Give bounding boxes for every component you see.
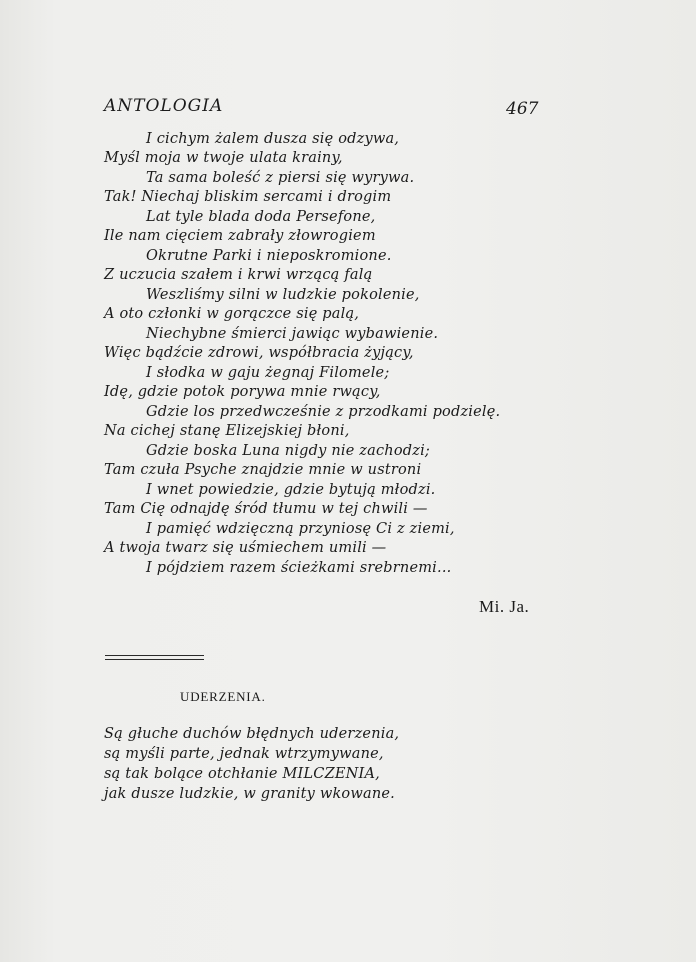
- poem-line: Więc bądźcie zdrowi, współbracia żyjący,: [104, 345, 414, 361]
- poem-line: Z uczucia szałem i krwi wrzącą falą: [104, 267, 373, 283]
- poem-line: Gdzie los przedwcześnie z przodkami podzielę.: [146, 404, 501, 420]
- second-poem-line: jak dusze ludzkie, w granity wkowane.: [104, 786, 395, 802]
- second-poem-line: Są głuche duchów błędnych uderzenia,: [104, 726, 400, 742]
- poem-line: Okrutne Parki i nieposkromione.: [146, 248, 392, 264]
- running-head: ANTOLOGIA: [104, 96, 224, 116]
- poem-line: Tak! Niechaj bliskim sercami i drogim: [104, 189, 392, 205]
- poem-line: Ta sama boleść z piersi się wyrywa.: [146, 170, 415, 186]
- section-divider-bottom: [105, 659, 204, 660]
- poem-line: Tam czuła Psyche znajdzie mnie w ustroni: [104, 462, 422, 478]
- poem-signature: Mi. Ja.: [479, 597, 530, 616]
- poem-line: Tam Cię odnajdę śród tłumu w tej chwili —: [104, 501, 428, 517]
- poem-line: I wnet powiedzie, gdzie bytują młodzi.: [146, 482, 436, 498]
- poem-line: Weszliśmy silni w ludzkie pokolenie,: [146, 287, 420, 303]
- second-poem-line: są myśli parte, jednak wtrzymywane,: [104, 746, 384, 762]
- poem-line: Niechybne śmierci jawiąc wybawienie.: [146, 326, 439, 342]
- poem-line: Myśl moja w twoje ulata krainy,: [104, 150, 343, 166]
- poem-line: I słodka w gaju żegnaj Filomele;: [146, 365, 390, 381]
- poem-line: I pamięć wdzięczną przyniosę Ci z ziemi,: [146, 521, 455, 537]
- poem-line: A twoja twarz się uśmiechem umili —: [104, 540, 387, 556]
- poem-line: I cichym żalem dusza się odzywa,: [146, 131, 400, 147]
- poem-line: Ile nam cięciem zabrały złowrogiem: [104, 228, 376, 244]
- poem-line: I pójdziem razem ścieżkami srebrnemi...: [146, 560, 452, 576]
- second-poem-line: są tak bolące otchłanie MILCZENIA,: [104, 766, 380, 782]
- poem-line: Lat tyle blada doda Persefone,: [146, 209, 376, 225]
- section-title: UDERZENIA.: [180, 689, 266, 704]
- poem-line: Gdzie boska Luna nigdy nie zachodzi;: [146, 443, 431, 459]
- poem-line: Idę, gdzie potok porywa mnie rwący,: [104, 384, 381, 400]
- page-number: 467: [506, 99, 539, 119]
- section-divider-top: [105, 655, 204, 656]
- poem-line: Na cichej stanę Elizejskiej błoni,: [104, 423, 350, 439]
- poem-line: A oto członki w gorączce się palą,: [104, 306, 360, 322]
